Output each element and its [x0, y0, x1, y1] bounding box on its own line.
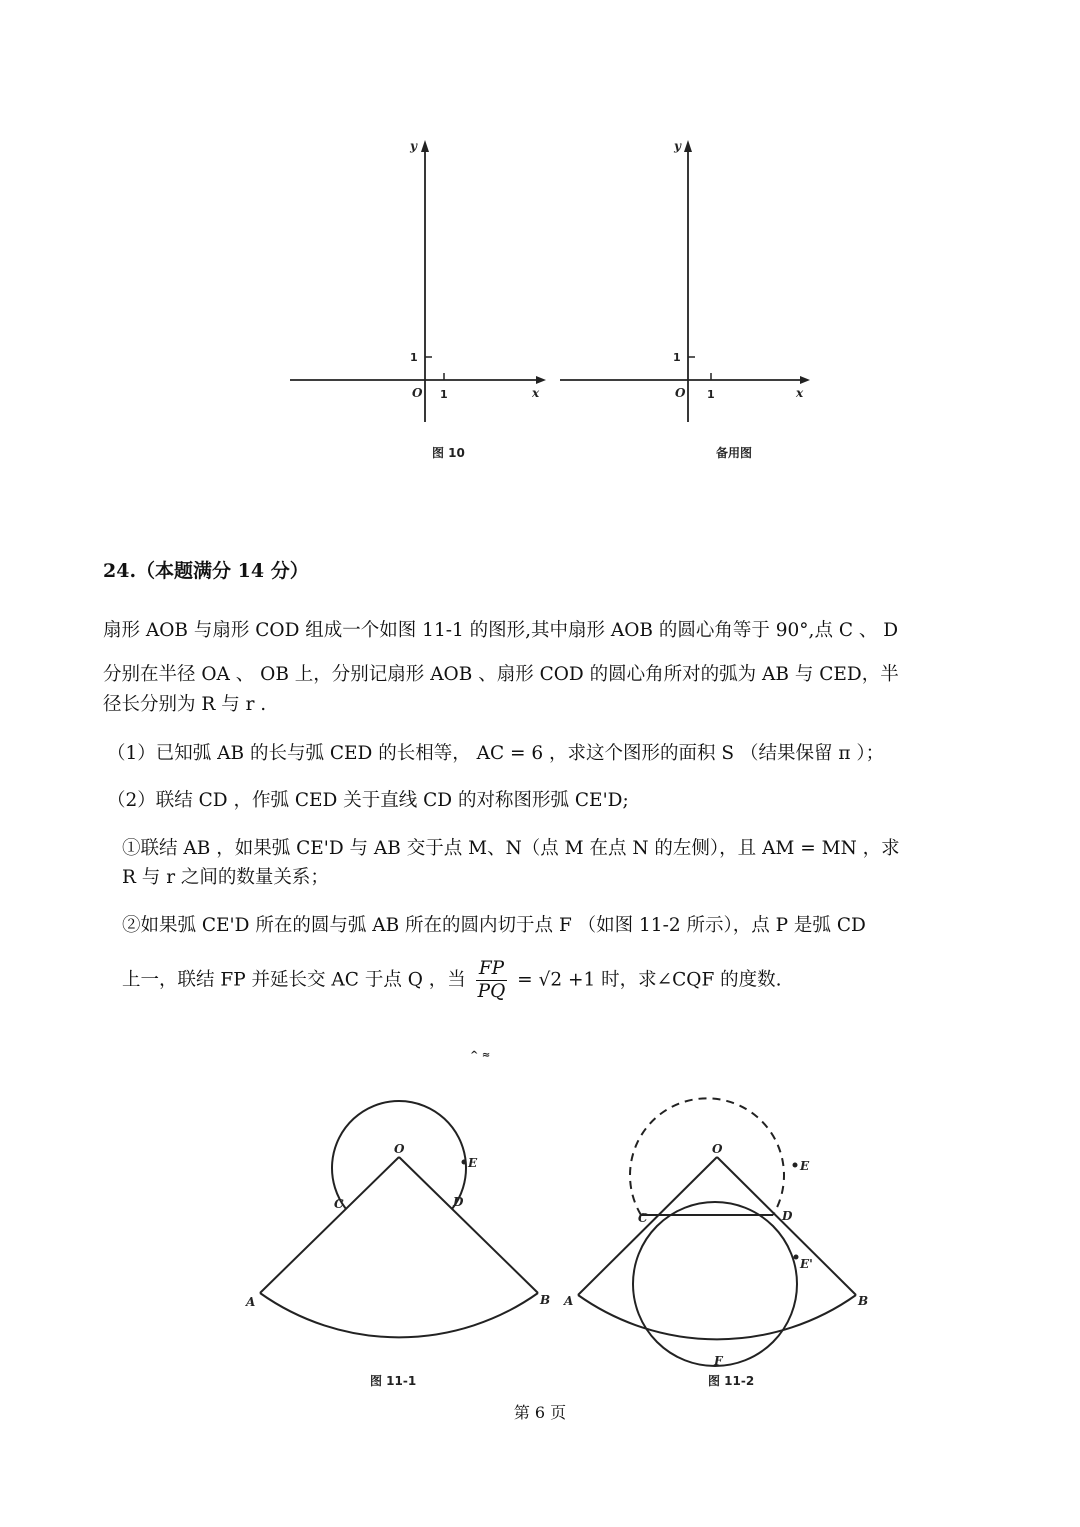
tick-y-label: 1: [673, 351, 681, 364]
x-label: x: [796, 386, 804, 400]
figure-backup-caption: 备用图: [716, 446, 753, 460]
figure-11-1-caption: 图 11-1: [370, 1374, 417, 1388]
origin-label: O: [412, 386, 423, 400]
page-number: 第 6 页: [513, 1403, 567, 1422]
radius-OA: [578, 1157, 717, 1295]
figure-10-caption: 图 10: [432, 446, 465, 460]
arc-AB: [260, 1293, 538, 1337]
origin-label: O: [675, 386, 686, 400]
label-A: A: [246, 1295, 256, 1309]
intro-line-1: 扇形 AOB 与扇形 COD 组成一个如图 11-1 的图形,其中扇形 AOB 的圆心角等于 90°,点 C 、 D: [103, 620, 899, 641]
sub-2-after: = √2 +1 时，求∠CQF 的度数.: [517, 969, 782, 991]
y-label: y: [410, 139, 417, 153]
x-arrow: [536, 376, 546, 384]
fraction-numerator: FP: [476, 958, 508, 981]
sub-2-line-2: [122, 958, 782, 1003]
part-1: （1）已知弧 AB 的长与弧 CED 的长相等， AC = 6 ，求这个图形的面积 S （结果保留 π ）；: [107, 743, 885, 764]
radius-OB: [717, 1157, 856, 1295]
radius-OB: [399, 1157, 538, 1293]
fraction-denominator: PQ: [477, 981, 506, 1003]
ratio-fraction: [476, 958, 508, 1003]
label-O: O: [394, 1142, 405, 1156]
label-F: F: [714, 1354, 723, 1368]
sub-1-line-1: ①联结 AB ，如果弧 CE'D 与 AB 交于点 M、N（点 M 在点 N 的左侧），且 AM = MN ，求: [122, 838, 900, 859]
figure-11-2: [560, 1080, 890, 1380]
sub-1-line-2: R 与 r 之间的数量关系；: [122, 867, 329, 888]
figure-11-2-caption: 图 11-2: [708, 1374, 755, 1388]
question-heading: 24.（本题满分 14 分）: [103, 560, 309, 582]
point-E: [462, 1160, 467, 1165]
x-arrow: [800, 376, 810, 384]
tick-x-label: 1: [707, 388, 715, 401]
scan-mark: ^ ≈: [470, 1050, 491, 1061]
arc-AB: [578, 1295, 856, 1339]
radius-OA: [260, 1157, 399, 1293]
label-A: A: [564, 1294, 574, 1308]
label-C: C: [638, 1211, 648, 1225]
figure-backup: [550, 130, 820, 430]
point-E: [793, 1163, 798, 1168]
point-E-prime: [794, 1255, 799, 1260]
label-E-prime: E': [800, 1257, 813, 1271]
sub-2-line-1: ②如果弧 CE'D 所在的圆与弧 AB 所在的圆内切于点 F （如图 11-2 所示），点 P 是弧 CD: [122, 915, 866, 936]
circle-CE'D: [633, 1202, 797, 1366]
x-label: x: [532, 386, 540, 400]
tick-x-label: 1: [440, 388, 448, 401]
figure-11-1: [230, 1080, 570, 1360]
sub-2-before: 上一，联结 FP 并延长交 AC 于点 Q ，当: [122, 969, 466, 991]
label-D: D: [782, 1209, 793, 1223]
figure-10: [280, 130, 550, 430]
part-2: （2）联结 CD ，作弧 CED 关于直线 CD 的对称图形弧 CE'D;: [107, 790, 629, 811]
label-C: C: [334, 1197, 344, 1211]
y-label: y: [674, 139, 681, 153]
label-E: E: [468, 1156, 478, 1170]
y-arrow: [684, 140, 692, 152]
label-D: D: [453, 1195, 464, 1209]
tick-y-label: 1: [410, 351, 418, 364]
label-B: B: [540, 1293, 551, 1307]
intro-line-2: 分别在半径 OA 、 OB 上，分别记扇形 AOB 、扇形 COD 的圆心角所对的弧为 AB 与 CED，半: [103, 664, 899, 685]
label-E: E: [800, 1159, 810, 1173]
label-O: O: [712, 1142, 723, 1156]
intro-line-3: 径长分别为 R 与 r .: [103, 694, 267, 715]
arc-CED-dashed: [630, 1098, 784, 1215]
label-B: B: [858, 1294, 869, 1308]
y-arrow: [421, 140, 429, 152]
